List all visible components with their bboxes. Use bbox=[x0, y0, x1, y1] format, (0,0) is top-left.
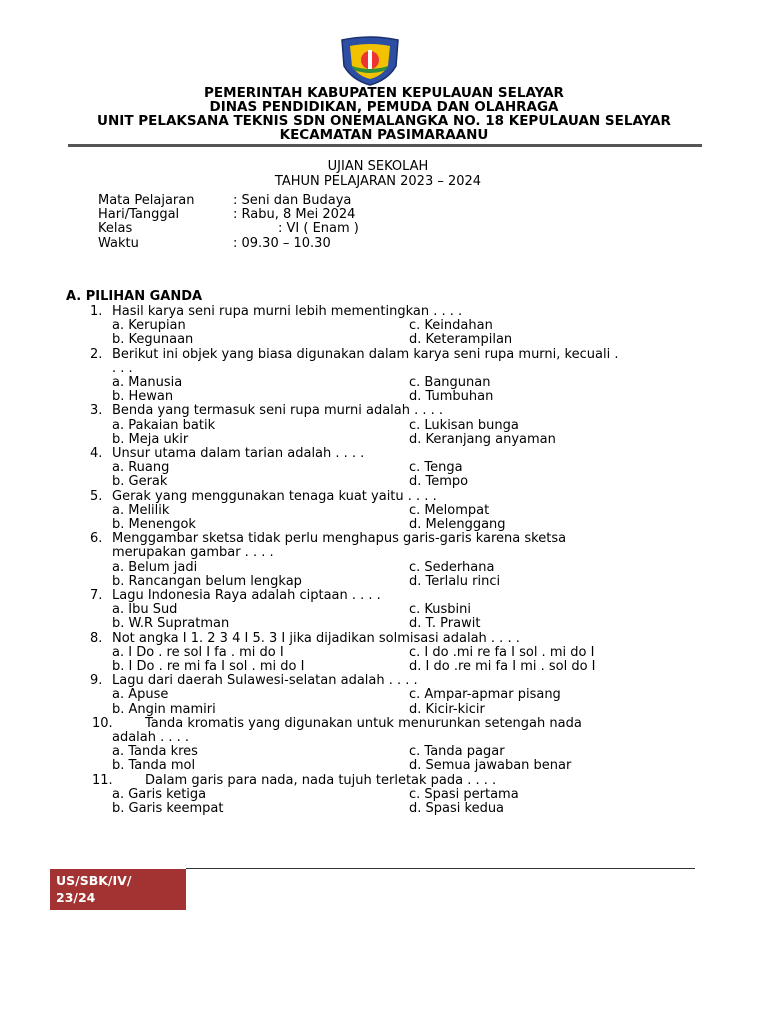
question-text: Benda yang termasuk seni rupa murni adalah . . . . bbox=[112, 403, 444, 419]
regency-emblem-icon bbox=[338, 36, 402, 86]
question-number: 8. bbox=[90, 630, 103, 646]
option-b: b. W.R Supratman bbox=[112, 616, 230, 632]
question-text: Tanda kromatis yang digunakan untuk menurunkan setengah nada bbox=[145, 715, 582, 731]
option-c: c. Sederhana bbox=[409, 559, 495, 575]
option-d: d. T. Prawit bbox=[409, 616, 481, 632]
option-c: c. Melompat bbox=[409, 502, 490, 518]
question-text: Berikut ini objek yang biasa digunakan dalam karya seni rupa murni, kecuali . bbox=[112, 346, 619, 362]
question-number: 10. bbox=[92, 715, 113, 731]
meta-value-date: : Rabu, 8 Mei 2024 bbox=[233, 207, 356, 222]
option-a: a. Melilik bbox=[112, 502, 170, 518]
option-d: d. Kicir-kicir bbox=[409, 701, 485, 717]
option-d: d. Melenggang bbox=[409, 517, 506, 532]
option-a: a. Manusia bbox=[112, 375, 183, 390]
section-title: A. PILIHAN GANDA bbox=[66, 289, 203, 304]
meta-value-time: : 09.30 – 10.30 bbox=[233, 236, 331, 251]
option-d: d. Tumbuhan bbox=[409, 389, 494, 405]
header-line-2: DINAS PENDIDIKAN, PEMUDA DAN OLAHRAGA bbox=[209, 99, 559, 115]
option-a: a. I Do . re sol I fa . mi do I bbox=[112, 644, 284, 660]
footer-divider bbox=[186, 868, 695, 869]
option-b: b. Hewan bbox=[112, 389, 174, 405]
question-text: Gerak yang menggunakan tenaga kuat yaitu . . . . bbox=[112, 488, 437, 504]
document-code-line-1: US/SBK/IV/ bbox=[56, 873, 132, 888]
option-c: c. Spasi pertama bbox=[409, 786, 519, 802]
option-c: c. Bangunan bbox=[409, 375, 491, 390]
option-b: b. Meja ukir bbox=[112, 431, 189, 447]
question-text: adalah . . . . bbox=[112, 730, 190, 745]
question-text: . . . bbox=[112, 360, 133, 376]
option-b: b. Garis keempat bbox=[112, 801, 224, 816]
question-text: Lagu dari daerah Sulawesi-selatan adalah . . . . bbox=[112, 673, 418, 689]
option-a: a. Belum jadi bbox=[112, 559, 198, 575]
option-b: b. Gerak bbox=[112, 474, 168, 490]
option-d: d. Tempo bbox=[409, 474, 469, 490]
header-divider bbox=[68, 144, 702, 147]
option-b: b. Kegunaan bbox=[112, 332, 194, 348]
option-c: c. Ampar-apmar pisang bbox=[409, 687, 561, 703]
question-text: Not angka I 1. 2 3 4 I 5. 3 I jika dijadikan solmisasi adalah . . . . bbox=[112, 630, 520, 646]
question-text: Unsur utama dalam tarian adalah . . . . bbox=[112, 446, 365, 461]
option-d: d. Terlalu rinci bbox=[409, 573, 501, 589]
question-number: 7. bbox=[90, 588, 103, 603]
option-d: d. Keranjang anyaman bbox=[409, 431, 556, 447]
option-d: d. Spasi kedua bbox=[409, 801, 505, 816]
option-a: a. Ruang bbox=[112, 460, 170, 476]
option-a: a. Apuse bbox=[112, 687, 169, 703]
option-d: d. I do .re mi fa I mi . sol do I bbox=[409, 659, 596, 674]
meta-label-subject: Mata Pelajaran bbox=[98, 193, 195, 208]
option-c: c. Kusbini bbox=[409, 602, 472, 618]
option-b: b. Rancangan belum lengkap bbox=[112, 573, 302, 589]
header-line-4: KECAMATAN PASIMARAANU bbox=[279, 127, 489, 143]
meta-value-subject: : Seni dan Budaya bbox=[233, 193, 352, 208]
question-text: Lagu Indonesia Raya adalah ciptaan . . . . bbox=[112, 588, 381, 603]
option-a: a. Ibu Sud bbox=[112, 602, 178, 618]
option-b: b. Angin mamiri bbox=[112, 701, 216, 717]
question-number: 3. bbox=[90, 403, 103, 419]
option-a: a. Garis ketiga bbox=[112, 786, 207, 802]
question-number: 6. bbox=[90, 531, 103, 547]
option-b: b. Menengok bbox=[112, 517, 196, 532]
meta-value-class: : VI ( Enam ) bbox=[278, 221, 359, 236]
option-c: c. Lukisan bunga bbox=[409, 417, 519, 433]
question-number: 9. bbox=[90, 673, 103, 689]
question-number: 5. bbox=[90, 488, 103, 504]
meta-label-time: Waktu bbox=[98, 236, 139, 251]
question-number: 4. bbox=[90, 446, 103, 461]
option-d: d. Keterampilan bbox=[409, 332, 513, 348]
question-number: 11. bbox=[92, 772, 113, 788]
option-c: c. Keindahan bbox=[409, 318, 493, 334]
question-text: merupakan gambar . . . . bbox=[112, 545, 274, 561]
exam-title: UJIAN SEKOLAH bbox=[327, 159, 429, 174]
question-text: Hasil karya seni rupa murni lebih mementingkan . . . . bbox=[112, 304, 463, 319]
question-number: 2. bbox=[90, 346, 103, 362]
option-b: b. I Do . re mi fa I sol . mi do I bbox=[112, 659, 305, 674]
option-c: c. Tenga bbox=[409, 460, 463, 476]
option-b: b. Tanda mol bbox=[112, 758, 196, 774]
document-code-badge bbox=[50, 869, 186, 910]
meta-label-date: Hari/Tanggal bbox=[98, 207, 180, 222]
meta-label-class: Kelas bbox=[98, 221, 133, 236]
header-line-1: PEMERINTAH KABUPATEN KEPULAUAN SELAYAR bbox=[204, 85, 564, 101]
option-a: a. Kerupian bbox=[112, 318, 186, 334]
document-code-line-2: 23/24 bbox=[56, 890, 96, 905]
option-a: a. Tanda kres bbox=[112, 744, 198, 760]
header-line-3: UNIT PELAKSANA TEKNIS SDN ONEMALANGKA NO. 18 KEPULAUAN SELAYAR bbox=[97, 113, 671, 129]
option-d: d. Semua jawaban benar bbox=[409, 758, 572, 774]
question-number: 1. bbox=[90, 304, 103, 319]
option-a: a. Pakaian batik bbox=[112, 417, 216, 433]
option-c: c. I do .mi re fa I sol . mi do I bbox=[409, 644, 595, 660]
option-c: c. Tanda pagar bbox=[409, 744, 505, 760]
exam-year: TAHUN PELAJARAN 2023 – 2024 bbox=[274, 174, 482, 189]
question-text: Menggambar sketsa tidak perlu menghapus garis-garis karena sketsa bbox=[112, 531, 567, 547]
question-text: Dalam garis para nada, nada tujuh terletak pada . . . . bbox=[145, 772, 497, 788]
